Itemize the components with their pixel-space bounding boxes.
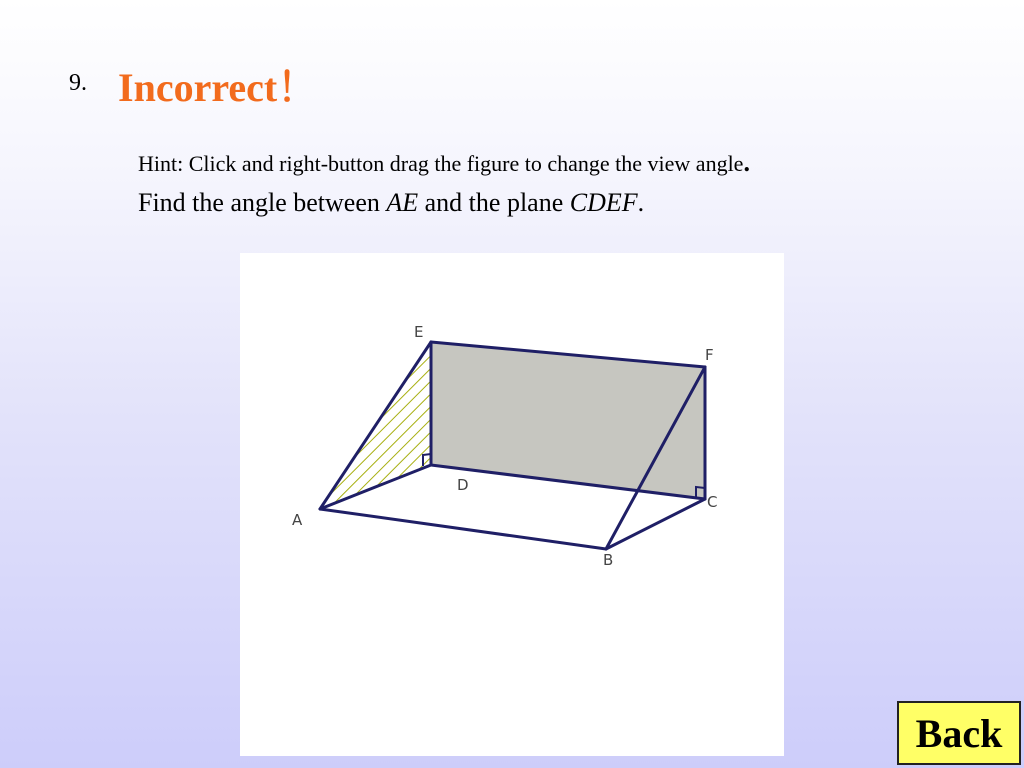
hint-text <box>138 148 750 178</box>
vertex-label-c: C <box>707 493 718 511</box>
prompt-end: . <box>637 188 645 217</box>
edge-ab <box>320 509 606 549</box>
prompt-line-name: AE <box>386 188 419 217</box>
vertex-label-f: F <box>705 346 714 364</box>
plane-cdef <box>431 342 705 499</box>
prompt-plane-name: CDEF <box>569 188 638 217</box>
vertex-label-b: B <box>603 551 614 569</box>
prompt-start: Find the angle between <box>138 188 387 217</box>
vertex-label-a: A <box>292 511 303 529</box>
vertex-label-e: E <box>414 323 424 341</box>
hint-sentence: Hint: Click and right-button drag the figure to change the view angle <box>138 151 744 176</box>
result-status: Incorrect！ <box>118 65 318 110</box>
question-number: 9. <box>69 70 87 96</box>
prompt-middle: and the plane <box>418 188 570 217</box>
question-prompt <box>138 188 644 218</box>
geometry-figure-panel[interactable] <box>240 253 784 756</box>
vertex-label-d: D <box>457 476 469 494</box>
prism-figure[interactable] <box>240 253 784 756</box>
back-button[interactable]: Back <box>897 701 1021 765</box>
hint-period: . <box>743 148 750 177</box>
